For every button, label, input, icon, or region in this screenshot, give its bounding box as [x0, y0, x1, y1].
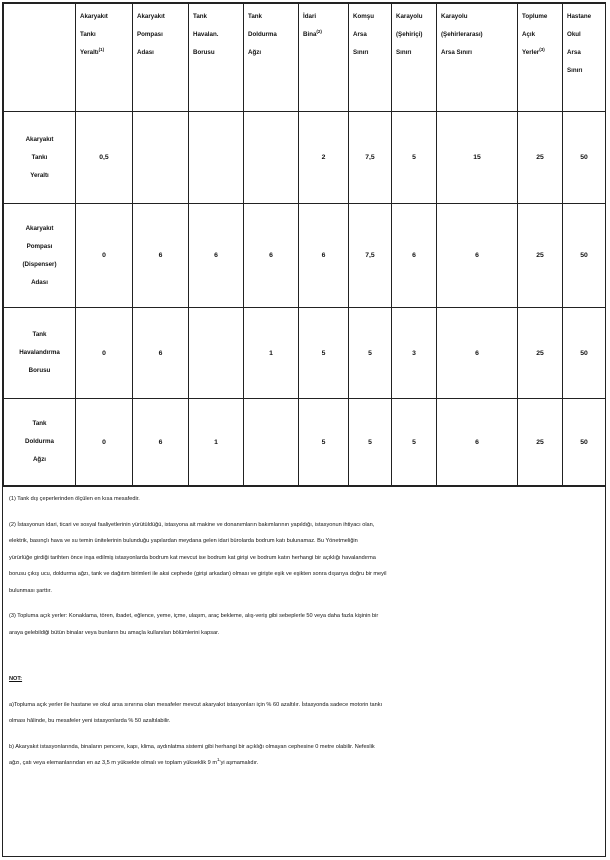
- column-header-line: [80, 44, 132, 62]
- table-cell: 15: [437, 112, 518, 204]
- column-header-text: Tankı: [80, 31, 96, 38]
- row-header: [4, 308, 76, 399]
- table-cell: 5: [299, 399, 349, 486]
- column-header-text: Sınırı: [396, 49, 412, 56]
- not-heading: NOT:: [9, 676, 23, 682]
- note-b-line-1: b) Akaryakıt istasyonlarında, binaların pencere, kapı, klima, aydınlatma sistemi gibi herhangi bir açıklığı olmayan cephesine 0 metre olabilir. Nefeslik: [9, 743, 375, 750]
- column-header-text: Arsa: [567, 49, 581, 56]
- column-header-text: Adası: [137, 49, 154, 56]
- column-header-text: Toplume: [522, 13, 548, 20]
- note-3-line-1: (3) Topluma açık yerler: Konaklama, tören, ibadet, eğlence, yeme, içme, ulaşım, araç bekleme, alış-veriş gibi sebeplerle 50 veya daha fazla kişinin bir: [9, 613, 379, 619]
- column-header-text: İdari: [303, 13, 317, 20]
- column-header-line: [353, 8, 391, 26]
- column-header-text: Akaryakıt: [137, 13, 165, 20]
- column-header-text: Borusu: [193, 49, 215, 56]
- row-header-line: (Dispenser): [22, 260, 57, 268]
- column-header-line: [396, 44, 436, 62]
- row-header: [4, 112, 76, 204]
- column-header-line: [80, 8, 132, 26]
- column-header-text: Tank: [193, 13, 207, 20]
- note-1: (1) Tank dış çeperlerinden ölçülen en kısa mesafedir.: [9, 496, 140, 502]
- table-row: [4, 399, 606, 486]
- table-cell: 6: [437, 204, 518, 308]
- column-header-line: [396, 26, 436, 44]
- row-header: [4, 399, 76, 486]
- note-2-line-2: elektrik, basınçlı hava ve su temin ünitelerinin bulunduğu yapılardan meydana gelen idari bürolarda bodrum katı bulunamaz. Bu Yönetmeliğin: [9, 538, 358, 544]
- table-cell: 1: [244, 308, 299, 399]
- column-header-text: Komşu: [353, 13, 374, 20]
- table-cell: 7,5: [349, 112, 392, 204]
- table-cell: 0: [76, 399, 133, 486]
- column-header: [437, 4, 518, 112]
- column-header-text: Yeraltı: [80, 49, 99, 56]
- column-header-line: [567, 62, 605, 80]
- column-header-text: Pompası: [137, 31, 163, 38]
- column-header: [349, 4, 392, 112]
- column-header-line: [137, 26, 188, 44]
- table-cell: 7,5: [349, 204, 392, 308]
- row-header-line: Yeraltı: [30, 171, 49, 179]
- row-header-line: Akaryakıt: [25, 224, 54, 232]
- column-header-line: [248, 8, 298, 26]
- note-2-line-5: bulunması şarttır.: [9, 587, 52, 594]
- table-row: [4, 308, 606, 399]
- column-footnote-marker: (2): [316, 28, 322, 34]
- note-2-line-4: borusu çıkış ucu, doldurma ağzı, tank ve dağıtım birimleri ile aksi cephede (girişi arkadan) olması ve girişte eşik ve eşikten sonra dışarıya doğru bir meyil: [9, 571, 387, 577]
- row-header-line: Havalandırma: [19, 349, 60, 356]
- column-header-line: [567, 26, 605, 44]
- table-row: [4, 112, 606, 204]
- column-header-line: [193, 26, 243, 44]
- column-header-text: (Şehiriçi): [396, 31, 423, 38]
- table-cell: 3: [392, 308, 437, 399]
- column-header-line: [303, 26, 348, 44]
- note-b-superscript: 1: [217, 757, 220, 763]
- column-header-text: Sınırı: [353, 49, 369, 56]
- table-cell: 6: [437, 399, 518, 486]
- note-b-line-2: [9, 755, 599, 772]
- column-header: [299, 4, 349, 112]
- column-header: [76, 4, 133, 112]
- column-header: [244, 4, 299, 112]
- table-cell: 5: [349, 308, 392, 399]
- column-header-text: Tank: [248, 13, 262, 20]
- column-header-text: Ağzı: [248, 49, 262, 56]
- table-cell: [189, 308, 244, 399]
- row-header-line: Akaryakıt: [25, 135, 54, 143]
- row-header-line: Doldurma: [25, 438, 54, 445]
- column-header-text: Bina: [303, 31, 317, 38]
- column-header-text: Karayolu: [441, 13, 468, 20]
- table-cell: 25: [518, 204, 563, 308]
- column-header: [133, 4, 189, 112]
- table-cell: 50: [563, 204, 606, 308]
- row-header-line: Adası: [31, 278, 48, 286]
- table-cell: 6: [133, 399, 189, 486]
- column-header-line: [441, 26, 517, 44]
- table-cell: 1: [189, 399, 244, 486]
- table-corner-cell: [4, 4, 76, 112]
- column-header-line: [522, 26, 562, 44]
- column-header-text: Akaryakıt: [80, 13, 108, 20]
- row-header: [4, 204, 76, 308]
- table-cell: 6: [189, 204, 244, 308]
- column-header-line: [567, 44, 605, 62]
- column-header-line: [137, 44, 188, 62]
- column-header: [189, 4, 244, 112]
- table-notes: [3, 486, 605, 772]
- column-footnote-marker: (3): [539, 46, 545, 52]
- column-header-text: Karayolu: [396, 13, 423, 20]
- table-cell: 5: [349, 399, 392, 486]
- table-cell: 5: [392, 399, 437, 486]
- table-row: [4, 204, 606, 308]
- column-header-line: [248, 44, 298, 62]
- row-header-line: Tank: [32, 420, 47, 427]
- table-header-row: [4, 4, 606, 112]
- table-cell: [189, 112, 244, 204]
- column-header-line: [567, 8, 605, 26]
- note-b-line-2-end: 'yi aşmamalıdır.: [219, 760, 259, 766]
- column-header-text: Arsa Sınırı: [441, 49, 472, 56]
- table-cell: 6: [244, 204, 299, 308]
- column-header-text: Yerler: [522, 49, 540, 56]
- note-2-line-1: (2) İstasyonun idari, ticari ve sosyal faaliyetlerinin yürütüldüğü, istasyona ait makine ve donanımların bakımlarının yapıldığı, istasyonun ihtiyacı olan,: [9, 521, 375, 528]
- row-header-line: Ağzı: [32, 456, 47, 463]
- column-header-line: [137, 8, 188, 26]
- table-cell: 0: [76, 308, 133, 399]
- table-cell: 50: [563, 399, 606, 486]
- note-a-line-2: olması hâlinde, bu mesafeler yeni istasyonlarda % 50 azaltılabilir.: [9, 718, 171, 724]
- column-header: [392, 4, 437, 112]
- row-header-line: Tankı: [31, 153, 48, 161]
- column-header-line: [248, 26, 298, 44]
- column-header-text: Arsa: [353, 31, 367, 38]
- table-cell: [244, 112, 299, 204]
- note-a-line-1: a)Topluma açık yerler ile hastane ve okul arsa sınırına olan mesafeler mevcut akaryakıt istasyonları için % 60 azaltılır. İstasyonda sadece motorin tankı: [9, 701, 383, 708]
- table-cell: 50: [563, 308, 606, 399]
- column-header-text: Okul: [567, 31, 581, 38]
- safety-distance-table: [3, 3, 606, 486]
- column-header-line: [303, 8, 348, 26]
- column-header-line: [353, 44, 391, 62]
- distance-table-document: [2, 2, 606, 857]
- note-3-line-2: araya gelebildiği bütün binalar veya bunların bu amaçla kullanılan bölümlerini kapsar.: [9, 629, 220, 636]
- table-cell: 6: [437, 308, 518, 399]
- row-header-line: Tank: [32, 331, 47, 338]
- table-cell: [244, 399, 299, 486]
- table-cell: 6: [133, 308, 189, 399]
- column-header-text: Hastane: [567, 13, 592, 20]
- row-header-line: Borusu: [28, 367, 51, 374]
- column-header-line: [396, 8, 436, 26]
- table-cell: 5: [392, 112, 437, 204]
- column-header-line: [193, 8, 243, 26]
- column-header-line: [441, 8, 517, 26]
- column-header-line: [80, 26, 132, 44]
- table-cell: 50: [563, 112, 606, 204]
- row-header-line: Pompası: [26, 242, 53, 250]
- column-header-text: Doldurma: [248, 31, 277, 38]
- table-cell: 25: [518, 399, 563, 486]
- column-footnote-marker: (1): [98, 46, 105, 52]
- table-cell: [133, 112, 189, 204]
- note-b-line-2-text: ağzı, çatı veya elemanlarından en az 3,5 m yüksekte olmalı ve toplam yükseklik 9 m: [9, 760, 217, 766]
- table-cell: 2: [299, 112, 349, 204]
- column-header-text: Açık: [522, 31, 536, 38]
- column-header-line: [353, 26, 391, 44]
- column-header-text: (Şehirlerarası): [441, 31, 483, 38]
- column-header-text: Havalan.: [193, 31, 219, 38]
- column-header-line: [522, 44, 562, 62]
- note-2-line-3: yürürlüğe girdiği tarihten önce inşa edilmiş istasyonlarda bodrum kat mevcut ise bodrum kat girişi ve bodrum katın herhangi bir açıklığı havalandırma: [9, 554, 376, 561]
- column-header-line: [441, 44, 517, 62]
- column-header: [563, 4, 606, 112]
- table-cell: 25: [518, 308, 563, 399]
- table-cell: 25: [518, 112, 563, 204]
- column-header-line: [522, 8, 562, 26]
- column-header-text: Sınırı: [567, 67, 583, 74]
- column-header: [518, 4, 563, 112]
- table-cell: 6: [133, 204, 189, 308]
- table-cell: 0: [76, 204, 133, 308]
- table-cell: 6: [299, 204, 349, 308]
- table-cell: 6: [392, 204, 437, 308]
- table-cell: 0,5: [76, 112, 133, 204]
- column-header-line: [193, 44, 243, 62]
- table-cell: 5: [299, 308, 349, 399]
